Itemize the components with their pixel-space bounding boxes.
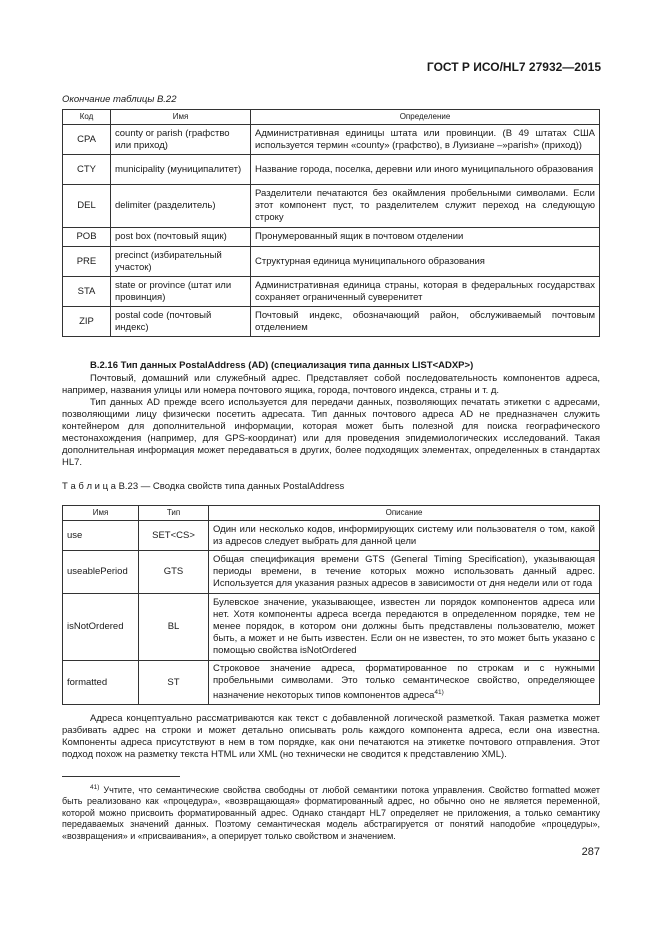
property-type-cell: SET<CS> — [139, 521, 209, 551]
property-description-cell: Один или несколько кодов, информирующих систему или пользователя о том, какой из адресов следует выбрать для данной цели — [209, 521, 600, 551]
table-23-caption: Т а б л и ц а В.23 — Сводка свойств типа данных PostalAddress — [62, 481, 345, 492]
name-cell: state or province (штат или провинция) — [111, 277, 251, 307]
table-row — [63, 594, 600, 661]
name-cell: municipality (муниципалитет) — [111, 155, 251, 185]
table-row — [63, 521, 600, 551]
property-name-cell: formatted — [63, 661, 139, 705]
page-number: 287 — [581, 846, 600, 858]
table-row — [63, 155, 600, 185]
paragraph-ad-definition: Почтовый, домашний или служебный адрес. Представляет собой последовательность компонентов адреса, например, названия улицы или номера почтового ящика, города, почтового индекса, страны и т. д. — [62, 373, 600, 396]
definition-cell: Структурная единица муниципального образования — [251, 247, 600, 277]
column-header-type: Тип — [139, 506, 209, 521]
footnote-text: Учтите, что семантические свойства свободны от любой семантики потока управления. Свойство formatted может быть реализовано как «процедура», «возвращающая» форматированный адрес, но обычно оно не является переменной, которой можно присвоить форматированный адрес. Однако стандарт HL7 определяет не приложения, а только семантику передаваемых значений данных. Поэтому семантическая модель абстрагируется от понятий наподобие «процедуры», «возвращения» и «присваивания», а оперирует только свойством и значением. — [62, 785, 600, 841]
code-cell: PRE — [63, 247, 111, 277]
code-cell: DEL — [63, 185, 111, 228]
table-22-header-row — [63, 110, 600, 125]
code-cell: CTY — [63, 155, 111, 185]
column-header-code: Код — [63, 110, 111, 125]
paragraph-ad-usage: Тип данных AD прежде всего используется для передачи данных, позволяющих печатать этикетки с адресами, позволяющими лицу физически посетить адресата. Тип данных почтового адреса AD не предназначен служить контейнером для дополнительной информации, которая может быть полезной для поиска географического местонахождения (например, для GPS-координат) или для проведения эпидемиологических исследований. Такая дополнительная информация может передаваться в других, более подходящих элементах, определенных в стандартах HL7. — [62, 397, 600, 468]
code-cell: CPA — [63, 125, 111, 155]
table-row — [63, 185, 600, 228]
table-row — [63, 307, 600, 337]
property-type-cell: ST — [139, 661, 209, 705]
definition-cell: Название города, поселка, деревни или иного муниципального образования — [251, 155, 600, 185]
footnote-divider — [62, 776, 180, 777]
footnote-mark: 41) — [90, 784, 100, 791]
property-description-cell — [209, 661, 600, 705]
property-name-cell: use — [63, 521, 139, 551]
table-row — [63, 125, 600, 155]
column-header-definition: Определение — [251, 110, 600, 125]
property-description-cell: Булевское значение, указывающее, известен ли порядок компонентов адреса или нет. Хотя компоненты адреса всегда передаются в определенном порядке, тем не менее порядок, в котором они должны быть представлены пользователю, может быть, а может и не быть известен. Если он не известен, то это может быть указано с помощью свойства isNotOrdered — [209, 594, 600, 661]
table-row — [63, 228, 600, 247]
section-title: В.2.16 Тип данных PostalAddress (AD) (специализация типа данных LIST<ADXP>) — [90, 360, 474, 371]
definition-cell: Административная единица страны, которая в федеральных государствах сохраняет ограниченный суверенитет — [251, 277, 600, 307]
paragraph-address-markup: Адреса концептуально рассматриваются как текст с добавленной логической разметкой. Такая разметка может разбивать адрес на строки и может детально описывать роль каждого компонента адреса, если она известна. Компоненты адреса присутствуют в нем в том порядке, как они печатаются на этикетке почтового отправления. Этот подход похож на разметку текста HTML или XML (но технически не сводится к представлению XML). — [62, 713, 600, 760]
name-cell: delimiter (разделитель) — [111, 185, 251, 228]
table-row — [63, 247, 600, 277]
table-23 — [62, 505, 600, 705]
code-cell: STA — [63, 277, 111, 307]
column-header-description: Описание — [209, 506, 600, 521]
property-description-cell: Общая спецификация времени GTS (General Timing Specification), указывающая периоды времени, в течение которых можно использовать данный адрес. Используется для указания разных адресов в зависимости от дня недели или от года — [209, 551, 600, 594]
column-header-name: Имя — [63, 506, 139, 521]
name-cell: county or parish (графство или приход) — [111, 125, 251, 155]
table-row — [63, 551, 600, 594]
name-cell: post box (почтовый ящик) — [111, 228, 251, 247]
definition-cell: Административная единицы штата или провинции. (В 49 штатах США используется термин «county» (графство), в Луизиане –»parish» (приход)) — [251, 125, 600, 155]
definition-cell: Почтовый индекс, обозначающий район, обслуживаемый почтовым отделением — [251, 307, 600, 337]
table-22-caption: Окончание таблицы В.22 — [62, 94, 177, 105]
column-header-name: Имя — [111, 110, 251, 125]
name-cell: postal code (почтовый индекс) — [111, 307, 251, 337]
definition-cell: Пронумерованный ящик в почтовом отделении — [251, 228, 600, 247]
table-row — [63, 661, 600, 705]
code-cell: ZIP — [63, 307, 111, 337]
footnote — [62, 782, 600, 842]
property-type-cell: GTS — [139, 551, 209, 594]
table-row — [63, 277, 600, 307]
formatted-description-text: Строковое значение адреса, форматированное по строкам и с нужными пробельными символами. Это только семантическое свойство, определяющее назначение некоторых типов компонентов адреса — [213, 663, 595, 702]
table-23-header-row — [63, 506, 600, 521]
definition-cell: Разделители печатаются без окаймления пробельными символами. Если этот компонент пуст, то разделителем служит переход на следующую строку — [251, 185, 600, 228]
code-cell: POB — [63, 228, 111, 247]
name-cell: precinct (избирательный участок) — [111, 247, 251, 277]
document-header-id: ГОСТ Р ИСО/HL7 27932—2015 — [426, 60, 601, 74]
footnote-reference[interactable]: 41) — [434, 689, 444, 696]
property-name-cell: useablePeriod — [63, 551, 139, 594]
property-type-cell: BL — [139, 594, 209, 661]
table-22 — [62, 109, 600, 337]
property-name-cell: isNotOrdered — [63, 594, 139, 661]
